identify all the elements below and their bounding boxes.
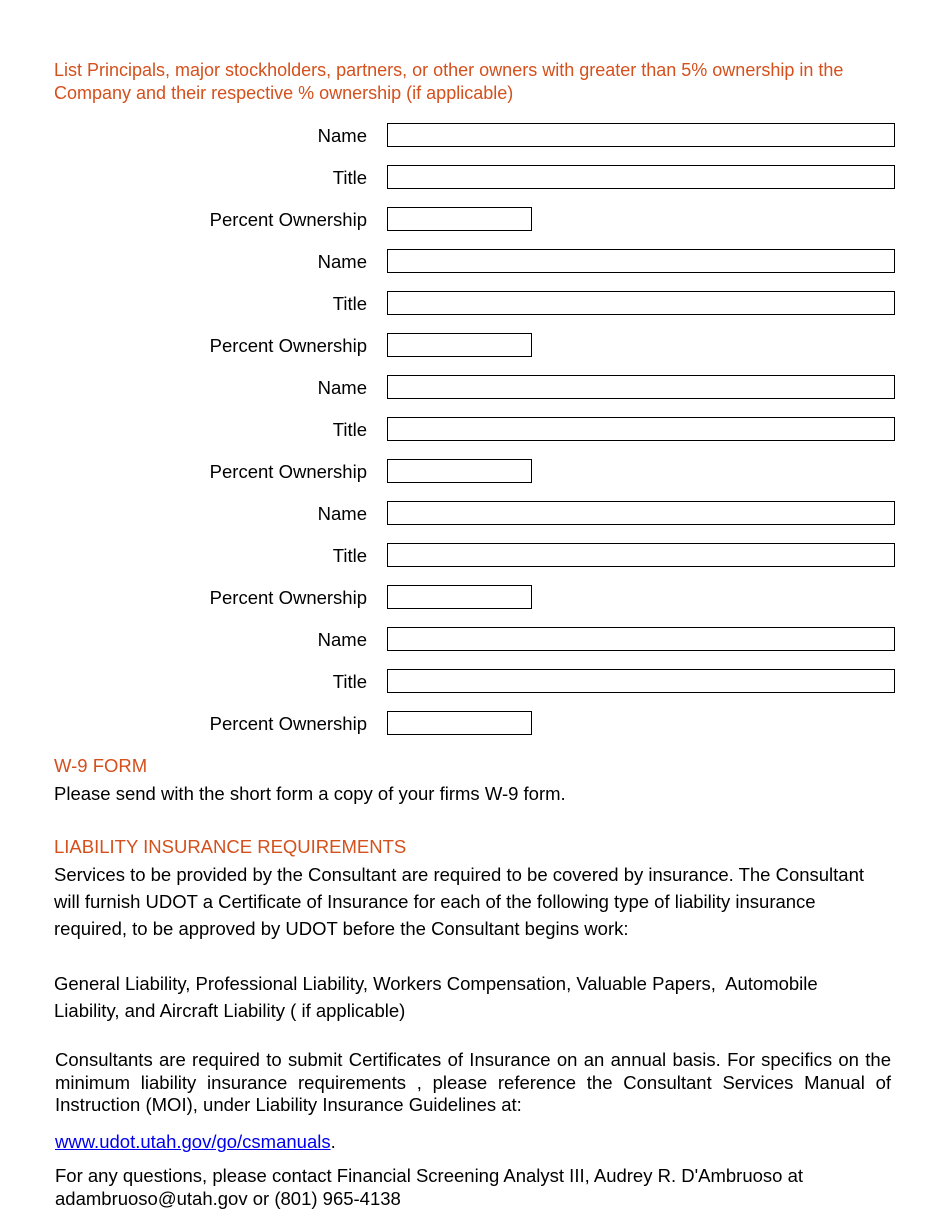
owner-3-name-row	[0, 375, 950, 401]
owner-1-title-row	[0, 165, 950, 191]
contact-line-1: For any questions, please contact Financial Screening Analyst III, Audrey R. D'Ambruoso at	[55, 1165, 804, 1186]
owner-1-percent-field[interactable]	[387, 207, 532, 231]
owner-5-name-row	[0, 627, 950, 653]
owner-2-title-label: Title	[332, 293, 367, 314]
owner-3-percent-label: Percent Ownership	[209, 461, 367, 482]
owner-4-name-row	[0, 501, 950, 527]
insurance-types-line-1: General Liability, Professional Liability, Workers Compensation, Valuable Papers, Automobile	[54, 973, 818, 994]
owner-2-name-label: Name	[317, 251, 367, 272]
owner-2-percent-row	[0, 333, 950, 359]
owner-4-percent-label: Percent Ownership	[209, 587, 367, 608]
link-period: .	[330, 1131, 336, 1152]
owner-4-percent-row	[0, 585, 950, 611]
owner-4-name-label: Name	[317, 503, 367, 524]
owner-1-name-field[interactable]	[387, 123, 895, 147]
owner-4-percent-field[interactable]	[387, 585, 532, 609]
owner-2-name-field[interactable]	[387, 249, 895, 273]
owner-2-name-row	[0, 249, 950, 275]
manual-link-line	[55, 1128, 336, 1155]
owner-5-name-label: Name	[317, 629, 367, 650]
owner-1-name-row	[0, 123, 950, 149]
owner-3-percent-field[interactable]	[387, 459, 532, 483]
owner-5-title-field[interactable]	[387, 669, 895, 693]
owner-3-name-field[interactable]	[387, 375, 895, 399]
liability-heading: LIABILITY INSURANCE REQUIREMENTS	[54, 836, 407, 857]
owner-3-title-field[interactable]	[387, 417, 895, 441]
owner-5-title-label: Title	[332, 671, 367, 692]
owner-4-title-field[interactable]	[387, 543, 895, 567]
liability-text-line-3: required, to be approved by UDOT before the Consultant begins work:	[54, 918, 629, 939]
owner-2-percent-label: Percent Ownership	[209, 335, 367, 356]
owner-3-percent-row	[0, 459, 950, 485]
owner-5-percent-row	[0, 711, 950, 737]
owner-3-name-label: Name	[317, 377, 367, 398]
owner-2-title-row	[0, 291, 950, 317]
insurance-types-line-2: Liability, and Aircraft Liability ( if applicable)	[54, 1000, 406, 1021]
csmanuals-link[interactable]: www.udot.utah.gov/go/csmanuals	[55, 1131, 331, 1152]
owner-5-name-field[interactable]	[387, 627, 895, 651]
owner-1-name-label: Name	[317, 125, 367, 146]
liability-text-line-2: will furnish UDOT a Certificate of Insurance for each of the following type of liability insurance	[54, 891, 816, 912]
owner-5-percent-field[interactable]	[387, 711, 532, 735]
annual-certificate-notice: Consultants are required to submit Certificates of Insurance on an annual basis. For specifics on the minimum liability insurance requirements , please reference the Consultant Services Manual of Instruction (MOI), under Liability Insurance Guidelines at:	[55, 1049, 891, 1115]
owner-4-title-label: Title	[332, 545, 367, 566]
owner-2-percent-field[interactable]	[387, 333, 532, 357]
w9-instructions: Please send with the short form a copy of your firms W-9 form.	[54, 783, 566, 804]
owner-1-percent-label: Percent Ownership	[209, 209, 367, 230]
owner-5-percent-label: Percent Ownership	[209, 713, 367, 734]
owner-1-percent-row	[0, 207, 950, 233]
owner-3-title-row	[0, 417, 950, 443]
owner-1-title-field[interactable]	[387, 165, 895, 189]
owner-4-name-field[interactable]	[387, 501, 895, 525]
owner-4-title-row	[0, 543, 950, 569]
owner-3-title-label: Title	[332, 419, 367, 440]
owner-2-title-field[interactable]	[387, 291, 895, 315]
owner-5-title-row	[0, 669, 950, 695]
liability-text-line-1: Services to be provided by the Consultant are required to be covered by insurance. The Consultant	[54, 864, 865, 885]
owners-instructions: List Principals, major stockholders, partners, or other owners with greater than 5% ownership in the Company and their respective % ownership (if applicable)	[54, 60, 844, 103]
w9-heading: W-9 FORM	[54, 755, 148, 776]
contact-line-2: adambruoso@utah.gov or (801) 965-4138	[55, 1188, 401, 1209]
owner-1-title-label: Title	[332, 167, 367, 188]
